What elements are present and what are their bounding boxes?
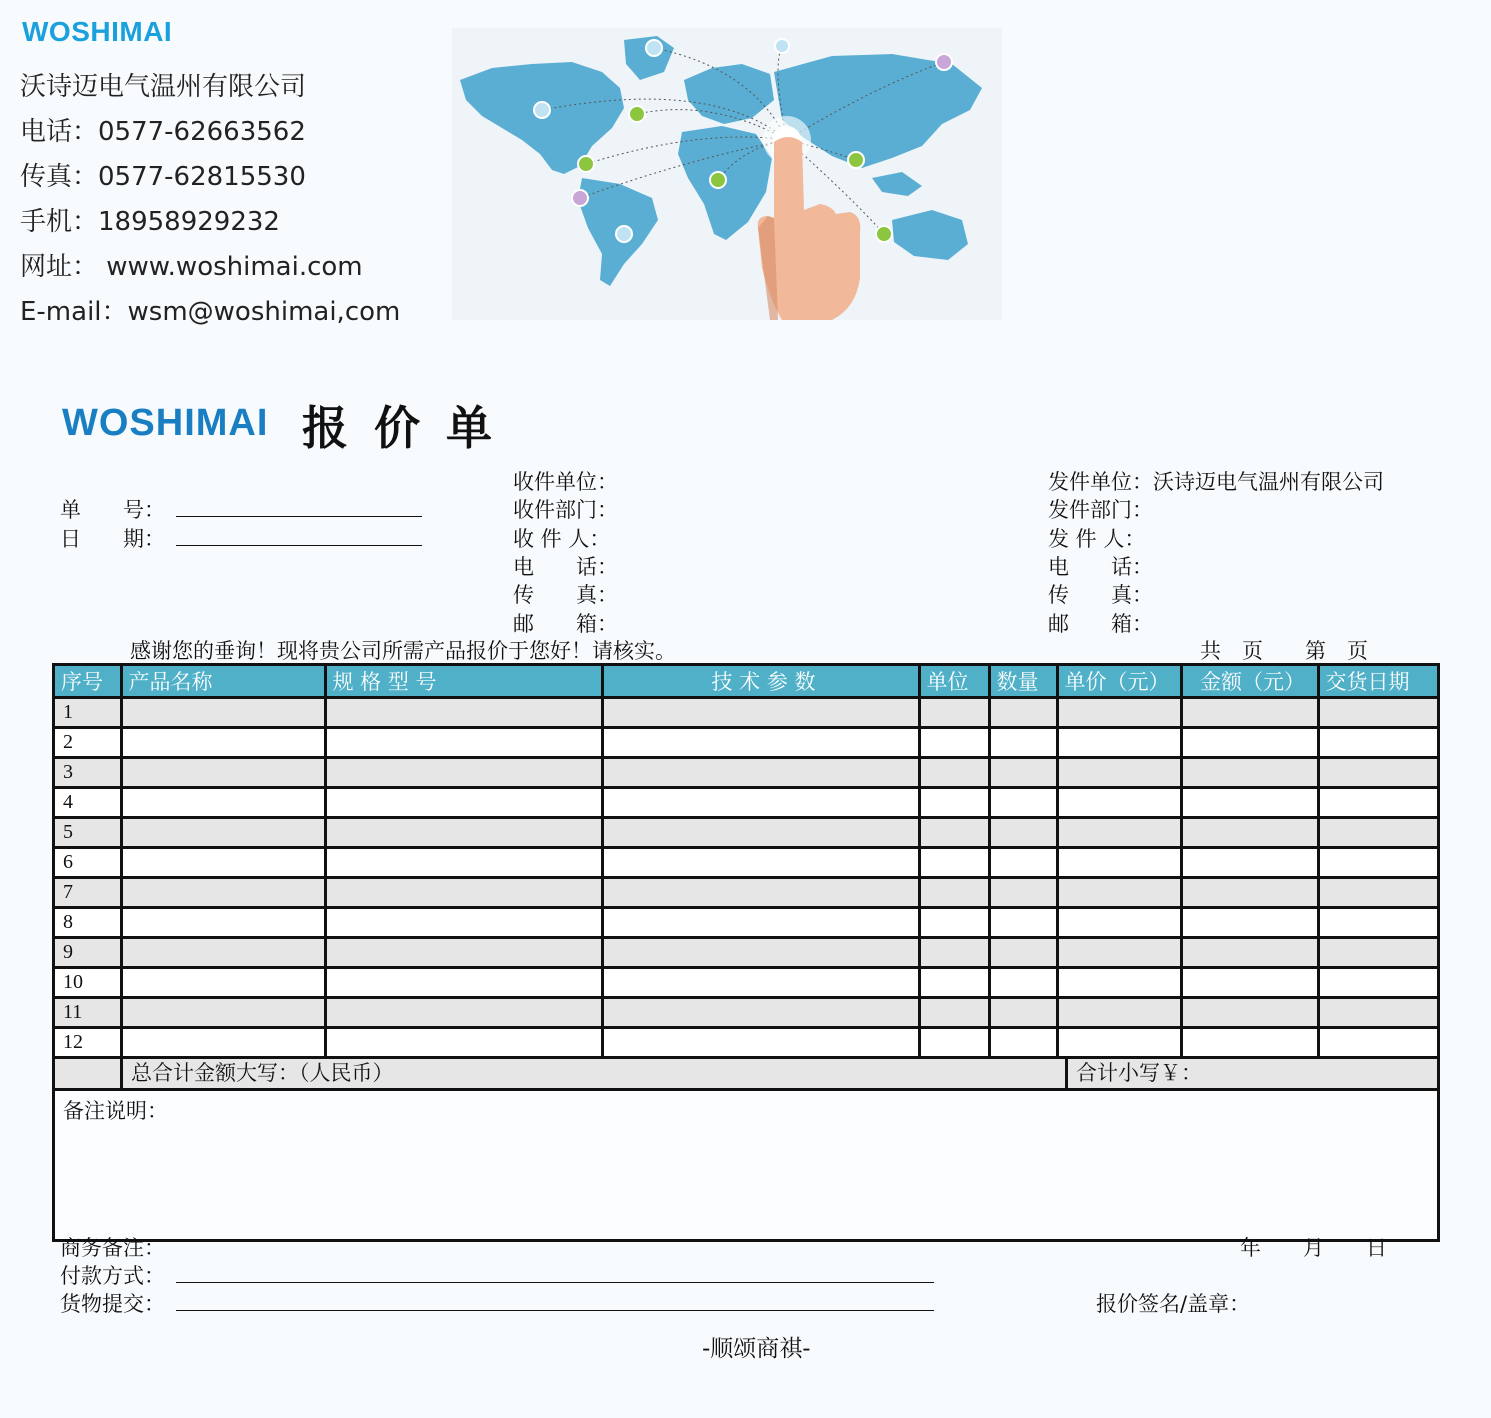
sender-unit-label: 发件单位：沃诗迈电气温州有限公司 [1048,470,1384,494]
table-row [55,968,1437,998]
quote-table [52,663,1440,1242]
world-map-illustration [452,28,1002,320]
col-header-product: 产品名称 [121,666,325,698]
payment-field[interactable] [176,1282,934,1283]
table-row [55,758,1437,788]
sender-email-label: 邮 箱： [1048,612,1153,636]
receiver-dept-label: 收件部门： [513,498,618,522]
col-header-delivery-date: 交货日期 [1318,666,1437,698]
receiver-email-label: 邮 箱： [513,612,618,636]
col-header-unit-price: 单价（元） [1057,666,1181,698]
row-index: 6 [55,848,121,878]
date-field[interactable] [176,545,422,546]
sender-fax-label: 传 真： [1048,583,1153,607]
receiver-unit-label: 收件单位： [513,470,618,494]
table-row [55,938,1437,968]
order-no-field[interactable] [176,516,422,517]
sender-phone-label: 电 话： [1048,555,1153,579]
closing-text: -顺颂商祺- [702,1336,811,1362]
table-row [55,698,1437,728]
delivery-label: 货物提交： [60,1292,165,1316]
fax-line: 传真：0577-62815530 [20,162,306,192]
form-title: 报价单 [302,401,518,455]
col-header-unit: 单位 [919,666,989,698]
company-name: 沃诗迈电气温州有限公司 [20,72,307,102]
remark-label: 备注说明： [63,1099,168,1123]
email-line: E-mail：wsm@woshimai,com [20,297,401,327]
table-row [55,1028,1437,1058]
table-row [55,878,1437,908]
col-header-spec: 技 术 参 数 [602,666,919,698]
table-row [55,788,1437,818]
totals-row [55,1059,1437,1091]
row-index: 9 [55,938,121,968]
row-index: 8 [55,908,121,938]
brand-logo-text: WOSHIMAI [22,16,173,47]
sender-person-label: 发 件 人： [1048,527,1146,551]
order-no-label: 单 号： [60,498,165,522]
quote-grid [55,666,1437,1059]
total-upper-label[interactable]: 总合计金额大写：（人民币） [123,1059,1068,1088]
row-index: 7 [55,878,121,908]
col-header-index: 序号 [55,666,121,698]
table-row [55,848,1437,878]
row-index: 3 [55,758,121,788]
row-index: 10 [55,968,121,998]
world-map-graphic [452,28,1002,320]
row-index: 5 [55,818,121,848]
receiver-fax-label: 传 真： [513,583,618,607]
receiver-phone-label: 电 话： [513,555,618,579]
table-row [55,908,1437,938]
signature-label: 报价签名/盖章： [1096,1292,1251,1316]
sign-date: 年 月 日 [1240,1236,1387,1260]
form-brand: WOSHIMAI [62,402,269,444]
date-label: 日 期： [60,527,165,551]
mobile-line: 手机：18958929232 [20,207,280,237]
row-index: 4 [55,788,121,818]
remark-area[interactable] [55,1091,1437,1239]
phone-line: 电话：0577-62663562 [20,117,306,147]
row-index: 11 [55,998,121,1028]
page-info: 共 页 第 页 [1200,639,1368,663]
table-row [55,998,1437,1028]
total-lower-label[interactable]: 合计小写￥： [1076,1061,1202,1085]
col-header-qty: 数量 [989,666,1057,698]
delivery-field[interactable] [176,1310,934,1311]
payment-label: 付款方式： [60,1264,165,1288]
totals-spacer [55,1059,123,1088]
row-index: 2 [55,728,121,758]
table-row [55,818,1437,848]
sender-dept-label: 发件部门： [1048,498,1153,522]
receiver-person-label: 收 件 人： [513,527,611,551]
col-header-model: 规 格 型 号 [325,666,602,698]
row-index: 1 [55,698,121,728]
thanks-message: 感谢您的垂询！现将贵公司所需产品报价于您好！请核实。 [130,639,676,663]
business-note-label: 商务备注： [60,1236,165,1260]
website-line: 网址： www.woshimai.com [20,252,363,282]
row-index: 12 [55,1028,121,1058]
col-header-amount: 金额（元） [1181,666,1318,698]
table-row [55,728,1437,758]
